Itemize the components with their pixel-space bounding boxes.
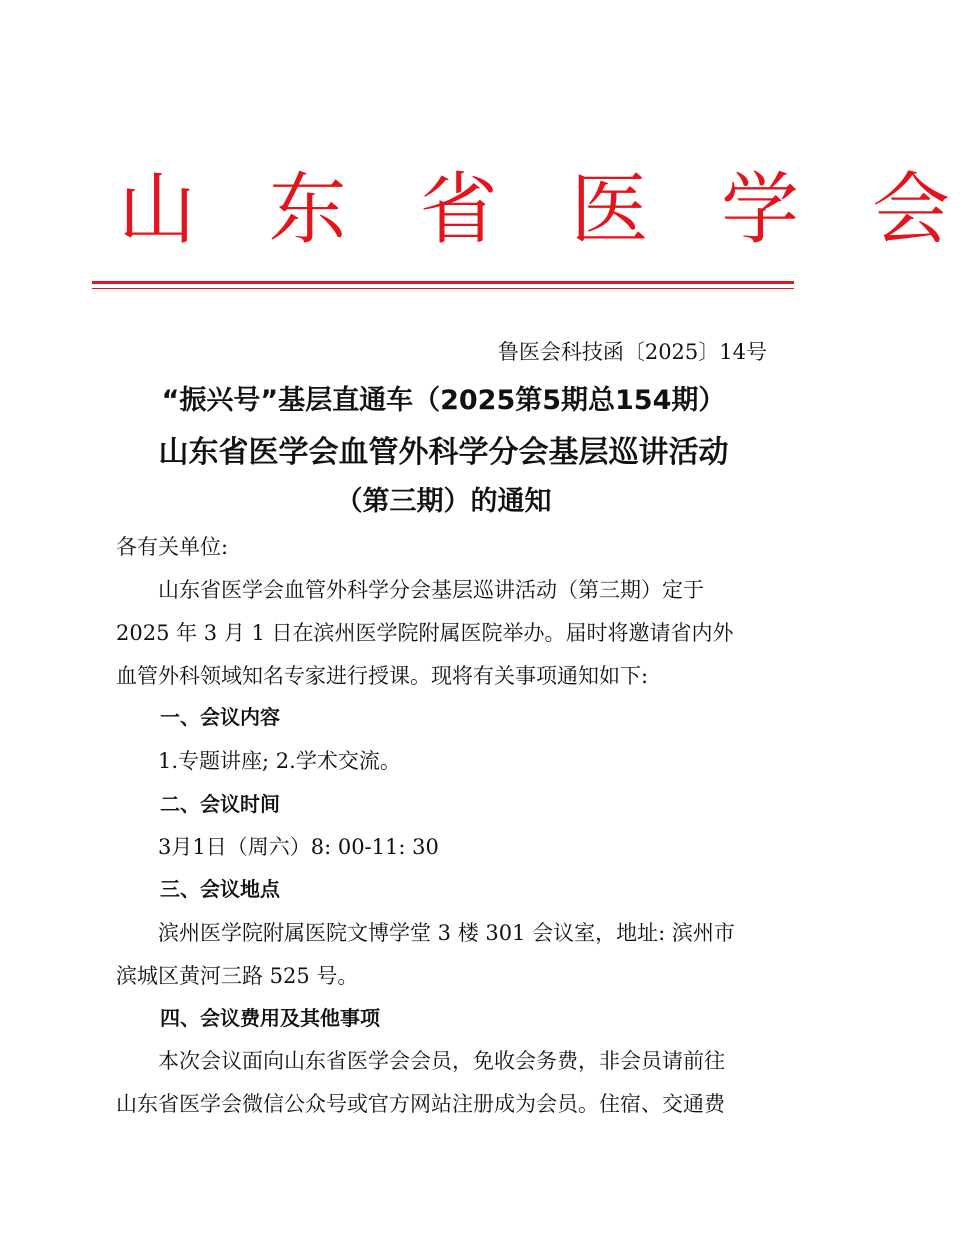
section-4-heading: 四、会议费用及其他事项 xyxy=(160,1006,380,1030)
section-4-line: 本次会议面向山东省医学会会员，免收会务费，非会员请前往 xyxy=(158,1049,725,1073)
section-2-heading: 二、会议时间 xyxy=(160,792,280,816)
intro-paragraph xyxy=(116,569,771,698)
section-4-line: 山东省医学会微信公众号或官方网站注册成为会员。住宿、交通费 xyxy=(116,1092,725,1116)
section-2-text: 3月1日（周六）8: 00-11: 30 xyxy=(158,835,439,859)
intro-line: 山东省医学会血管外科学分会基层巡讲活动（第三期）定于 xyxy=(158,578,704,602)
letterhead-rule-thin xyxy=(92,288,794,289)
document-number: 鲁医会科技函〔2025〕14号 xyxy=(497,340,767,364)
section-4-paragraph xyxy=(116,1040,771,1126)
letterhead-rule-thick xyxy=(92,281,794,284)
title-line-1: “振兴号”基层直通车（2025第5期总154期） xyxy=(161,385,726,416)
intro-line: 2025 年 3 月 1 日在滨州医学院附属医院举办。届时将邀请省内外 xyxy=(116,621,734,645)
section-1-heading: 一、会议内容 xyxy=(160,705,280,729)
letterhead-org-name: 山 东 省 医 学 会 xyxy=(118,165,974,255)
section-3-line: 滨城区黄河三路 525 号。 xyxy=(116,964,359,988)
section-1-text: 1.专题讲座; 2.学术交流。 xyxy=(158,749,401,773)
section-3-heading: 三、会议地点 xyxy=(160,877,280,901)
title-line-2: 山东省医学会血管外科学分会基层巡讲活动 xyxy=(158,435,729,470)
intro-line: 血管外科领域知名专家进行授课。现将有关事项通知如下: xyxy=(116,664,649,688)
section-3-paragraph xyxy=(116,912,771,998)
title-line-3: （第三期）的通知 xyxy=(335,486,552,517)
salutation: 各有关单位: xyxy=(116,535,229,559)
section-3-line: 滨州医学院附属医院文博学堂 3 楼 301 会议室，地址: 滨州市 xyxy=(158,921,735,945)
